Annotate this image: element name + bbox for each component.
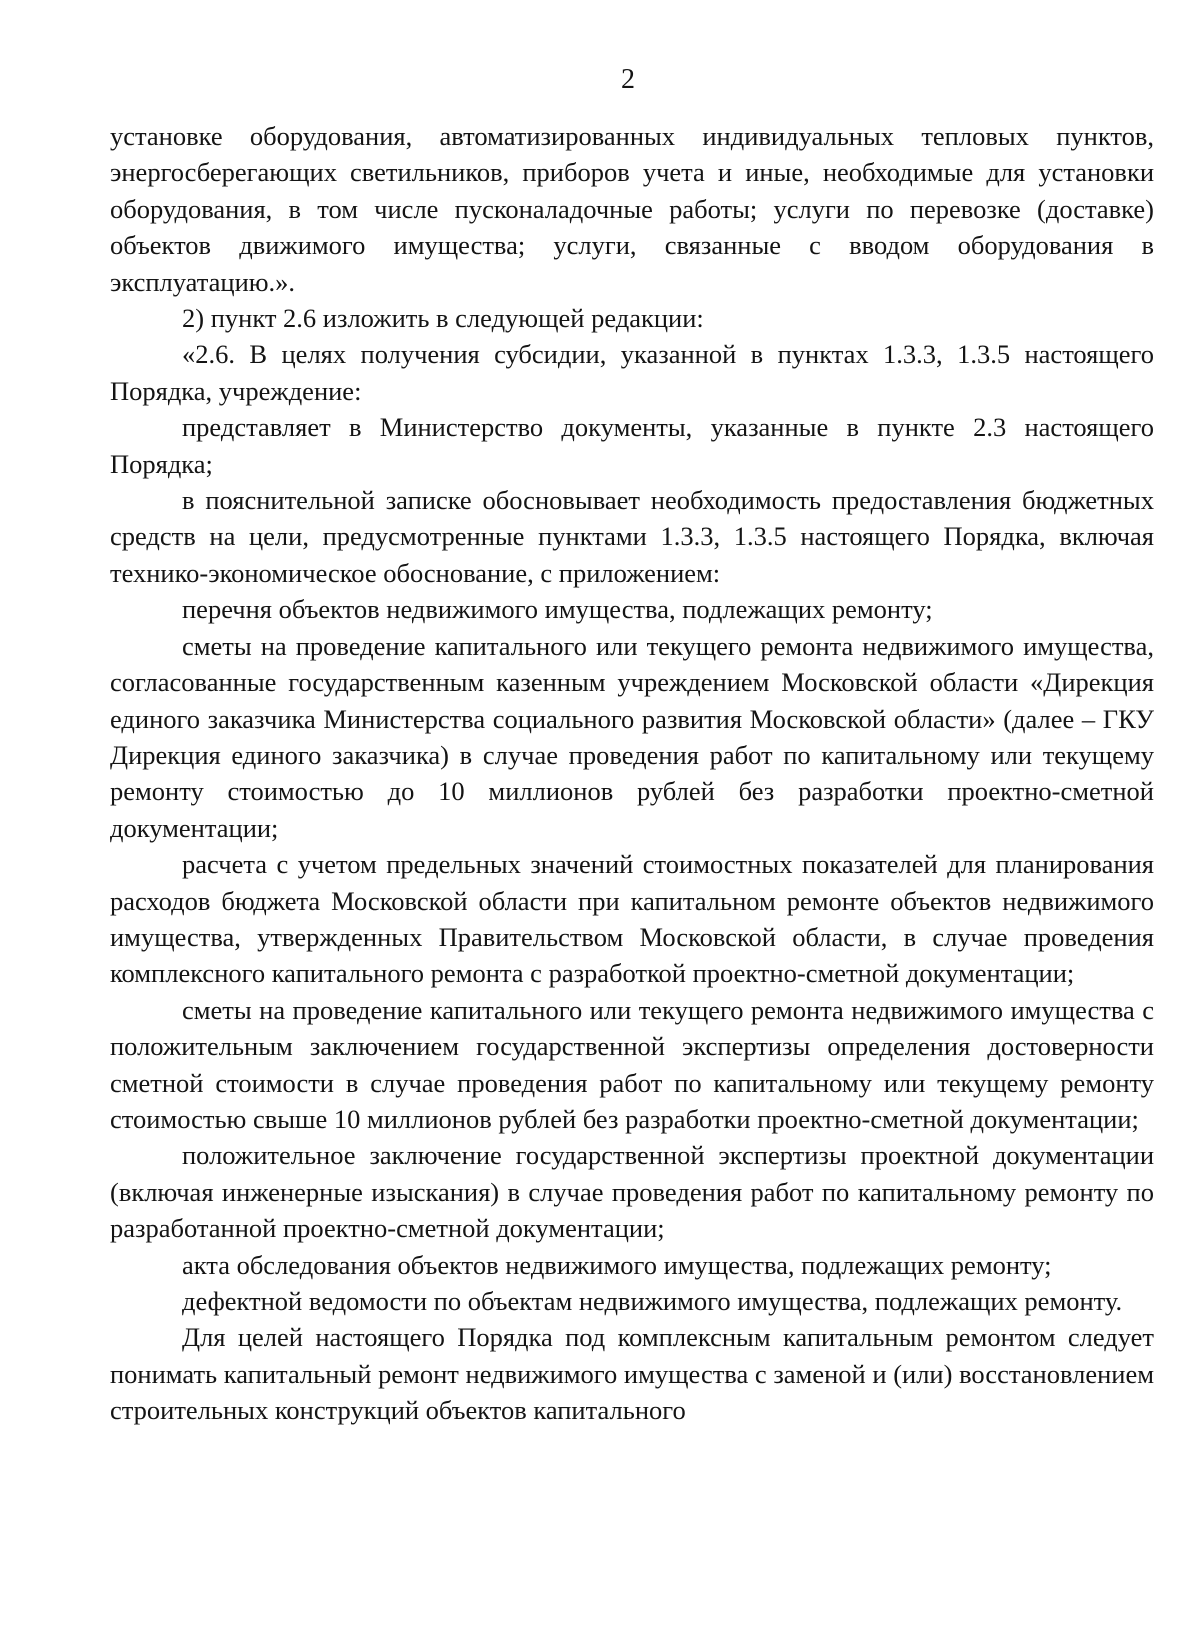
paragraph-definition: Для целей настоящего Порядка под комплексным капитальным ремонтом следует понимать капитальный ремонт недвижимого имущества с заменой и (или) восстановлением строительных конструкций объектов капитального: [110, 1322, 1154, 1426]
paragraph-property-list: перечня объектов недвижимого имущества, подлежащих ремонту;: [182, 594, 933, 625]
paragraph-explanatory-note: в пояснительной записке обосновывает необходимость предоставления бюджетных средств на цели, предусмотренные пунктами 1.3.3, 1.3.5 настоящего Порядка, включая технико-экономическое обоснование, с приложением:: [110, 485, 1154, 588]
paragraph-calculation: расчета с учетом предельных значений стоимостных показателей для планирования расходов бюджета Московской области при капитальном ремонте объектов недвижимого имущества, утвержденных Правительством Московской области, в случае проведения комплексного капитального ремонта с разработкой проектно-сметной документации;: [110, 849, 1154, 989]
paragraph-estimates-expertise: сметы на проведение капитального или текущего ремонта недвижимого имущества с положительным заключением государственной экспертизы определения достоверности сметной стоимости в случае проведения работ по капитальному или текущему ремонту стоимостью свыше 10 миллионов рублей без разработки проектно-сметной документации;: [110, 994, 1154, 1134]
paragraph-inspection-act: акта обследования объектов недвижимого имущества, подлежащих ремонту;: [182, 1249, 1052, 1280]
page-number: 2: [621, 64, 635, 95]
document-body: [110, 118, 1154, 1429]
paragraph-estimates-agreed: сметы на проведение капитального или текущего ремонта недвижимого имущества, согласованные государственным казенным учреждением Московской области «Дирекция единого заказчика Министерства социального развития Московской области» (далее – ГКУ Дирекция единого заказчика) в случае проведения работ по капитальному или текущему ремонту стоимостью до 10 миллионов рублей без разработки проектно-сметной документации;: [110, 630, 1154, 843]
paragraph-clause-2-6: «2.6. В целях получения субсидии, указанной в пунктах 1.3.3, 1.3.5 настоящего Порядка, учреждение:: [110, 339, 1154, 406]
paragraph-continuation: установке оборудования, автоматизированных индивидуальных тепловых пунктов, энергосберегающих светильников, приборов учета и иные, необходимые для установки оборудования, в том числе пусконаладочные работы; услуги по перевозке (доставке) объектов движимого имущества; услуги, связанные с вводом оборудования в эксплуатацию.».: [110, 121, 1154, 297]
paragraph-submits-documents: представляет в Министерство документы, указанные в пункте 2.3 настоящего Порядка;: [110, 412, 1154, 479]
paragraph-defect-statement: дефектной ведомости по объектам недвижимого имущества, подлежащих ремонту.: [182, 1286, 1123, 1316]
paragraph-amendment-item-2: 2) пункт 2.6 изложить в следующей редакции:: [182, 303, 704, 334]
paragraph-positive-conclusion: положительное заключение государственной экспертизы проектной документации (включая инженерные изыскания) в случае проведения работ по капитальному ремонту по разработанной проектно-сметной документации;: [110, 1140, 1154, 1244]
